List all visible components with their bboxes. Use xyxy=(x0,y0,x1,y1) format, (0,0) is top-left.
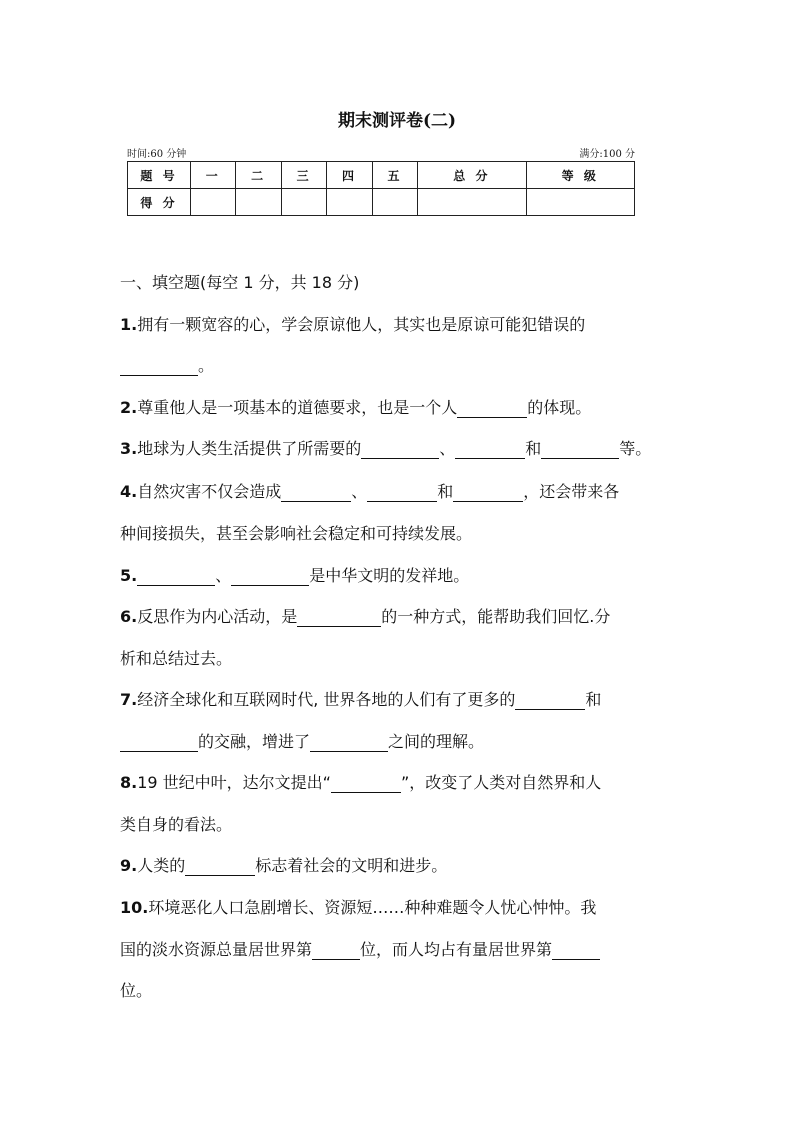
answer-blank[interactable] xyxy=(541,442,619,459)
score-header-cell: 四 xyxy=(327,162,372,189)
question-1-continued xyxy=(120,356,680,376)
question-number: 4. xyxy=(120,482,138,501)
exam-title: 期末测评卷(二) xyxy=(337,111,457,131)
score-cell[interactable] xyxy=(327,189,372,216)
question-7-continued xyxy=(120,732,680,752)
question-text: 。 xyxy=(198,356,215,375)
question-number: 1. xyxy=(120,315,138,334)
question-number: 6. xyxy=(120,607,138,626)
question-3 xyxy=(120,439,680,459)
score-row-label: 得 分 xyxy=(128,189,191,216)
answer-blank[interactable] xyxy=(185,859,255,876)
answer-blank[interactable] xyxy=(331,776,401,793)
score-table-header-row xyxy=(128,162,635,189)
question-text: 、 xyxy=(439,439,456,458)
question-text: 19 世纪中叶，达尔文提出“ xyxy=(137,773,331,792)
question-text: 拥有一颗宽容的心，学会原谅他人，其实也是原谅可能犯错误的 xyxy=(137,315,586,334)
score-table xyxy=(127,161,635,216)
question-5 xyxy=(120,566,680,586)
question-10-end: 位。 xyxy=(120,981,153,1000)
question-6 xyxy=(120,607,680,627)
question-number: 7. xyxy=(120,690,138,709)
section-heading: 一、填空题(每空 1 分，共 18 分) xyxy=(120,273,360,292)
score-cell[interactable] xyxy=(236,189,281,216)
answer-blank[interactable] xyxy=(312,943,360,960)
question-9 xyxy=(120,856,680,876)
score-header-cell: 一 xyxy=(191,162,236,189)
score-header-cell: 总 分 xyxy=(418,162,526,189)
score-cell[interactable] xyxy=(191,189,236,216)
answer-blank[interactable] xyxy=(120,359,198,376)
answer-blank[interactable] xyxy=(455,442,525,459)
question-number: 2. xyxy=(120,398,138,417)
answer-blank[interactable] xyxy=(552,943,600,960)
score-cell[interactable] xyxy=(281,189,326,216)
answer-blank[interactable] xyxy=(457,401,527,418)
question-text: 自然灾害不仅会造成 xyxy=(137,482,282,501)
score-cell[interactable] xyxy=(372,189,417,216)
answer-blank[interactable] xyxy=(453,485,523,502)
question-4-continued: 种间接损失，甚至会影响社会稳定和可持续发展。 xyxy=(120,524,473,543)
score-header-cell: 二 xyxy=(236,162,281,189)
answer-blank[interactable] xyxy=(310,735,388,752)
answer-blank[interactable] xyxy=(367,485,437,502)
question-text: 和 xyxy=(437,482,454,501)
question-text: 地球为人类生活提供了所需要的 xyxy=(137,439,362,458)
question-number: 8. xyxy=(120,773,138,792)
question-6-continued: 析和总结过去。 xyxy=(120,649,233,668)
question-text: 的体现。 xyxy=(527,398,592,417)
question-text: 的一种方式，能帮助我们回忆.分 xyxy=(381,607,611,626)
question-text: 反思作为内心活动，是 xyxy=(137,607,298,626)
score-table-score-row xyxy=(128,189,635,216)
question-text: 位，而人均占有量居世界第 xyxy=(360,940,553,959)
answer-blank[interactable] xyxy=(231,569,309,586)
answer-blank[interactable] xyxy=(137,569,215,586)
score-header-cell: 三 xyxy=(281,162,326,189)
question-text: 标志着社会的文明和进步。 xyxy=(255,856,448,875)
answer-blank[interactable] xyxy=(361,442,439,459)
question-number: 3. xyxy=(120,439,138,458)
exam-time: 时间:60 分钟 xyxy=(127,149,187,160)
question-text: 和 xyxy=(525,439,542,458)
question-10 xyxy=(120,898,680,918)
score-header-cell: 题 号 xyxy=(128,162,191,189)
question-text: 、 xyxy=(351,482,368,501)
question-number: 5. xyxy=(120,566,138,585)
score-cell[interactable] xyxy=(418,189,526,216)
question-10-continued xyxy=(120,940,680,960)
answer-blank[interactable] xyxy=(515,693,585,710)
answer-blank[interactable] xyxy=(297,610,381,627)
question-text: 环境恶化人口急剧增长、资源短……种种难题令人忧心忡忡。我 xyxy=(148,898,597,917)
question-text: 等。 xyxy=(619,439,652,458)
question-7 xyxy=(120,690,680,710)
question-text: 之间的理解。 xyxy=(388,732,485,751)
answer-blank[interactable] xyxy=(281,485,351,502)
score-header-cell: 五 xyxy=(372,162,417,189)
question-number: 10. xyxy=(120,898,149,917)
question-8 xyxy=(120,773,680,793)
question-text: 是中华文明的发祥地。 xyxy=(309,566,470,585)
question-text: 和 xyxy=(585,690,602,709)
question-text: 的交融，增进了 xyxy=(198,732,311,751)
question-8-continued: 类自身的看法。 xyxy=(120,815,233,834)
exam-full-score: 满分:100 分 xyxy=(579,149,635,160)
question-text: 国的淡水资源总量居世界第 xyxy=(120,940,313,959)
score-header-cell: 等 级 xyxy=(526,162,634,189)
question-text: 、 xyxy=(215,566,232,585)
question-number: 9. xyxy=(120,856,138,875)
question-text: 经济全球化和互联网时代, 世界各地的人们有了更多的 xyxy=(137,690,516,709)
answer-blank[interactable] xyxy=(120,735,198,752)
score-cell[interactable] xyxy=(526,189,634,216)
question-2 xyxy=(120,398,680,418)
question-1 xyxy=(120,315,680,335)
question-4 xyxy=(120,482,680,502)
question-text: ，还会带来各 xyxy=(523,482,620,501)
question-text: ”，改变了人类对自然界和人 xyxy=(400,773,602,792)
question-text: 尊重他人是一项基本的道德要求，也是一个人 xyxy=(137,398,458,417)
question-text: 人类的 xyxy=(137,856,186,875)
